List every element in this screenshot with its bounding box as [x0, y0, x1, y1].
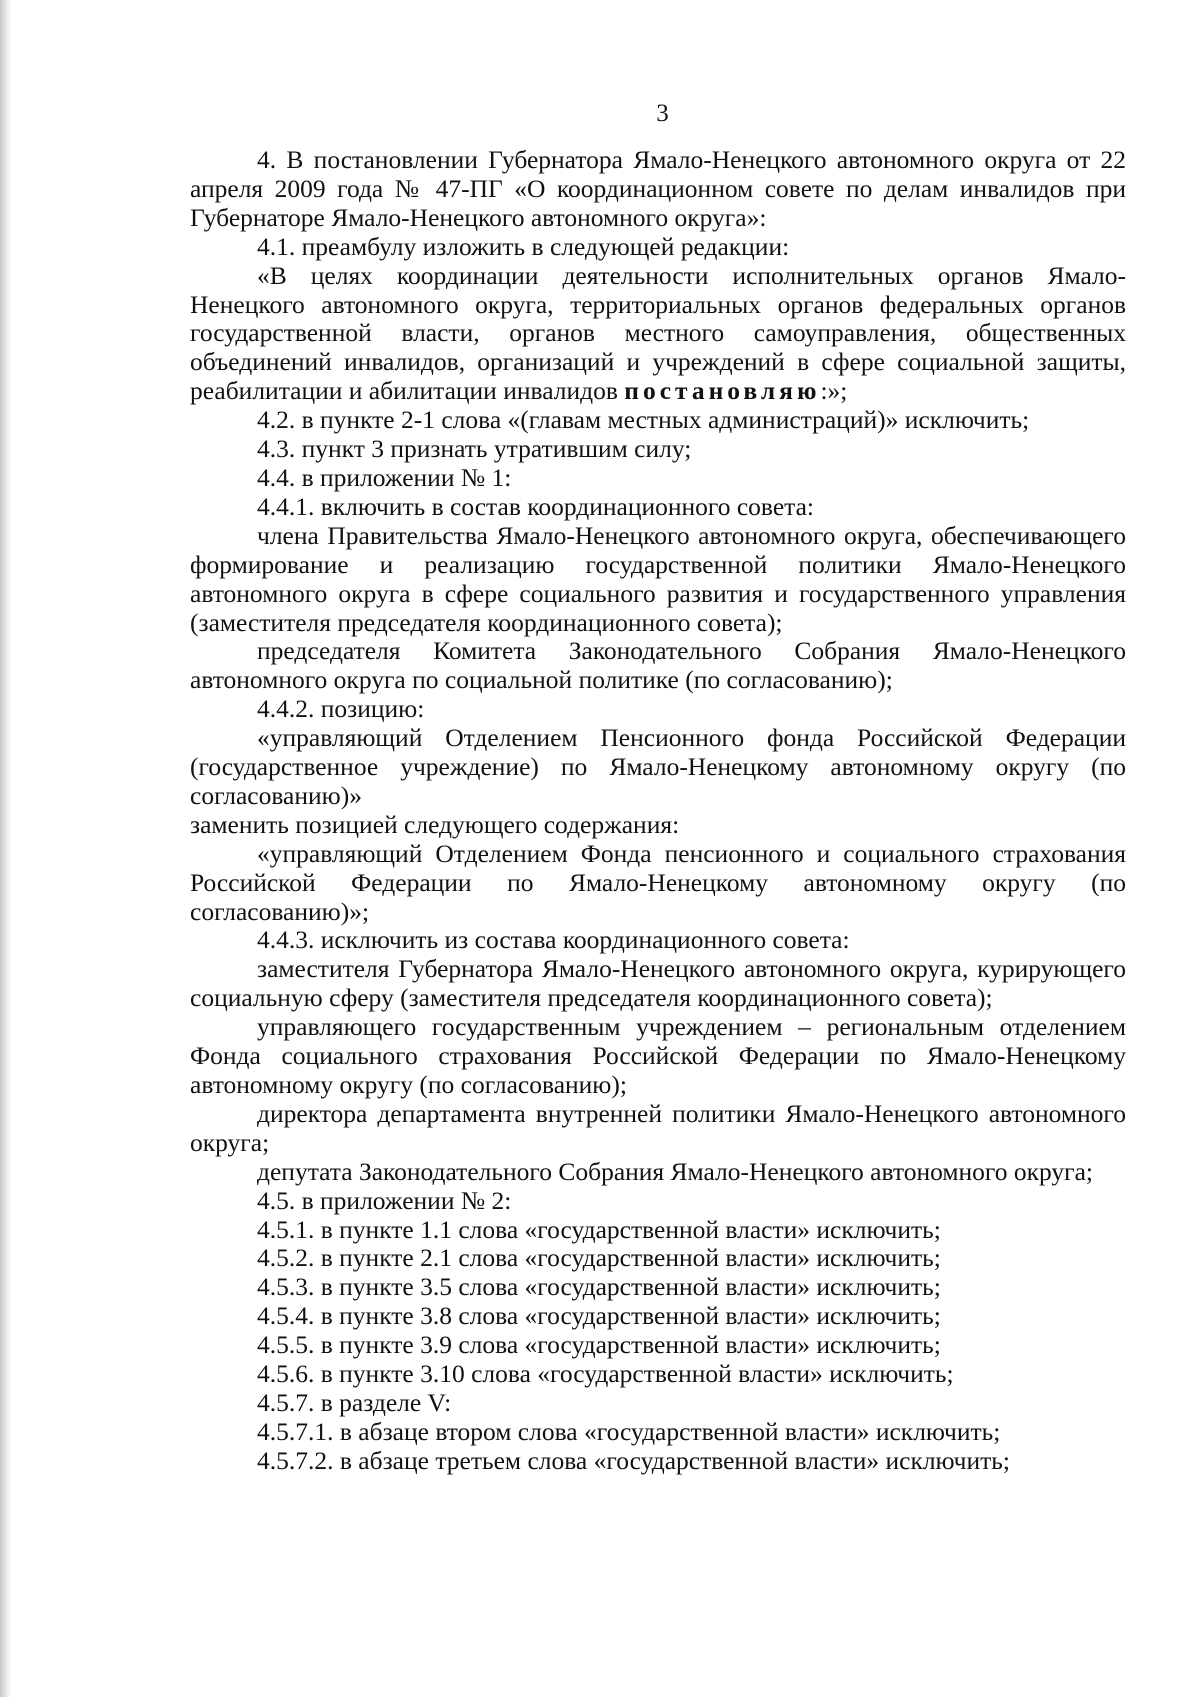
paragraph-excluded-director: директора департамента внутренней политики Ямало-Ненецкого автономного округа;	[190, 1098, 1126, 1157]
paragraph-item-4-5-5: 4.5.5. в пункте 3.9 слова «государственной власти» исключить;	[257, 1330, 941, 1360]
paragraph-item-4-5: 4.5. в приложении № 2:	[257, 1185, 512, 1215]
paragraph-member-government: члена Правительства Ямало-Ненецкого автономного округа, обеспечивающего формирование и реализацию государственной политики Ямало-Ненецкого автономного округа в сфере социального развития и государственного управления (заместителя председателя координационного совета);	[190, 520, 1126, 637]
paragraph-item-4-2: 4.2. в пункте 2-1 слова «(главам местных администраций)» исключить;	[257, 405, 1030, 435]
preamble-emphasis: постановляю	[624, 376, 821, 406]
paragraph-item-4-5-3: 4.5.3. в пункте 3.5 слова «государственной власти» исключить;	[257, 1272, 941, 1302]
paragraph-item-4-4-2: 4.4.2. позицию:	[257, 694, 425, 724]
paragraph-item-4-5-7-1: 4.5.7.1. в абзаце втором слова «государственной власти» исключить;	[257, 1416, 1001, 1446]
paragraph-excluded-deputy-governor: заместителя Губернатора Ямало-Ненецкого автономного округа, курирующего социальную сферу (заместителя председателя координационного совета);	[190, 954, 1126, 1013]
paragraph-item-4-5-7: 4.5.7. в разделе V:	[257, 1387, 452, 1417]
paragraph-item-4-5-7-2: 4.5.7.2. в абзаце третьем слова «государственной власти» исключить;	[257, 1445, 1010, 1475]
paragraph-item-4-1: 4.1. преамбулу изложить в следующей редакции:	[257, 231, 790, 261]
paragraph-item-4-4-3: 4.4.3. исключить из состава координационного совета:	[257, 925, 850, 955]
paragraph-new-position: «управляющий Отделением Фонда пенсионного и социального страхования Российской Федерации по Ямало-Ненецкому автономному округу (по согласованию)»;	[190, 838, 1126, 926]
paragraph-item-4-5-1: 4.5.1. в пункте 1.1 слова «государственной власти» исключить;	[257, 1214, 941, 1244]
paragraph-item-4-5-4: 4.5.4. в пункте 3.8 слова «государственной власти» исключить;	[257, 1301, 941, 1331]
paragraph-item-4-3: 4.3. пункт 3 признать утратившим силу;	[257, 434, 692, 464]
paragraph-item-4-5-2: 4.5.2. в пункте 2.1 слова «государственной власти» исключить;	[257, 1243, 941, 1273]
paragraph-item-4-4-1: 4.4.1. включить в состав координационного совета:	[257, 491, 814, 521]
preamble-ending: :»;	[820, 376, 848, 406]
paragraph-item-4: 4. В постановлении Губернатора Ямало-Ненецкого автономного округа от 22 апреля 2009 года № 47-ПГ «О координационном совете по делам инвалидов при Губернаторе Ямало-Ненецкого автономного округа»:	[190, 145, 1126, 232]
paragraph-excluded-fss-manager: управляющего государственным учреждением – региональным отделением Фонда социального страхования Российской Федерации по Ямало-Ненецкому автономному округу (по согласованию);	[190, 1012, 1126, 1099]
document-body	[190, 146, 1126, 1476]
paragraph-replace-note: заменить позицией следующего содержания:	[190, 809, 680, 839]
paragraph-old-position: «управляющий Отделением Пенсионного фонда Российской Федерации (государственное учреждение) по Ямало-Ненецкому автономному округу (по согласованию)»	[190, 723, 1126, 810]
scan-edge-shadow	[0, 0, 12, 1697]
paragraph-member-committee: председателя Комитета Законодательного Собрания Ямало-Ненецкого автономного округа по социальной политике (по согласованию);	[190, 636, 1126, 695]
paragraph-excluded-deputy: депутата Законодательного Собрания Ямало-Ненецкого автономного округа;	[257, 1156, 1093, 1186]
paragraph-item-4-4: 4.4. в приложении № 1:	[257, 462, 512, 492]
page-number: 3	[656, 100, 669, 127]
paragraph-preamble	[190, 262, 1126, 407]
preamble-text: «В целях координации деятельности исполнительных органов Ямало-Ненецкого автономного округа, территориальных органов федеральных органов государственной власти, органов местного самоуправления, общественных объединений инвалидов, организаций и учреждений в сфере социальной защиты, реабилитации и абилитации инвалидов	[190, 260, 1126, 406]
paragraph-item-4-5-6: 4.5.6. в пункте 3.10 слова «государственной власти» исключить;	[257, 1359, 954, 1389]
